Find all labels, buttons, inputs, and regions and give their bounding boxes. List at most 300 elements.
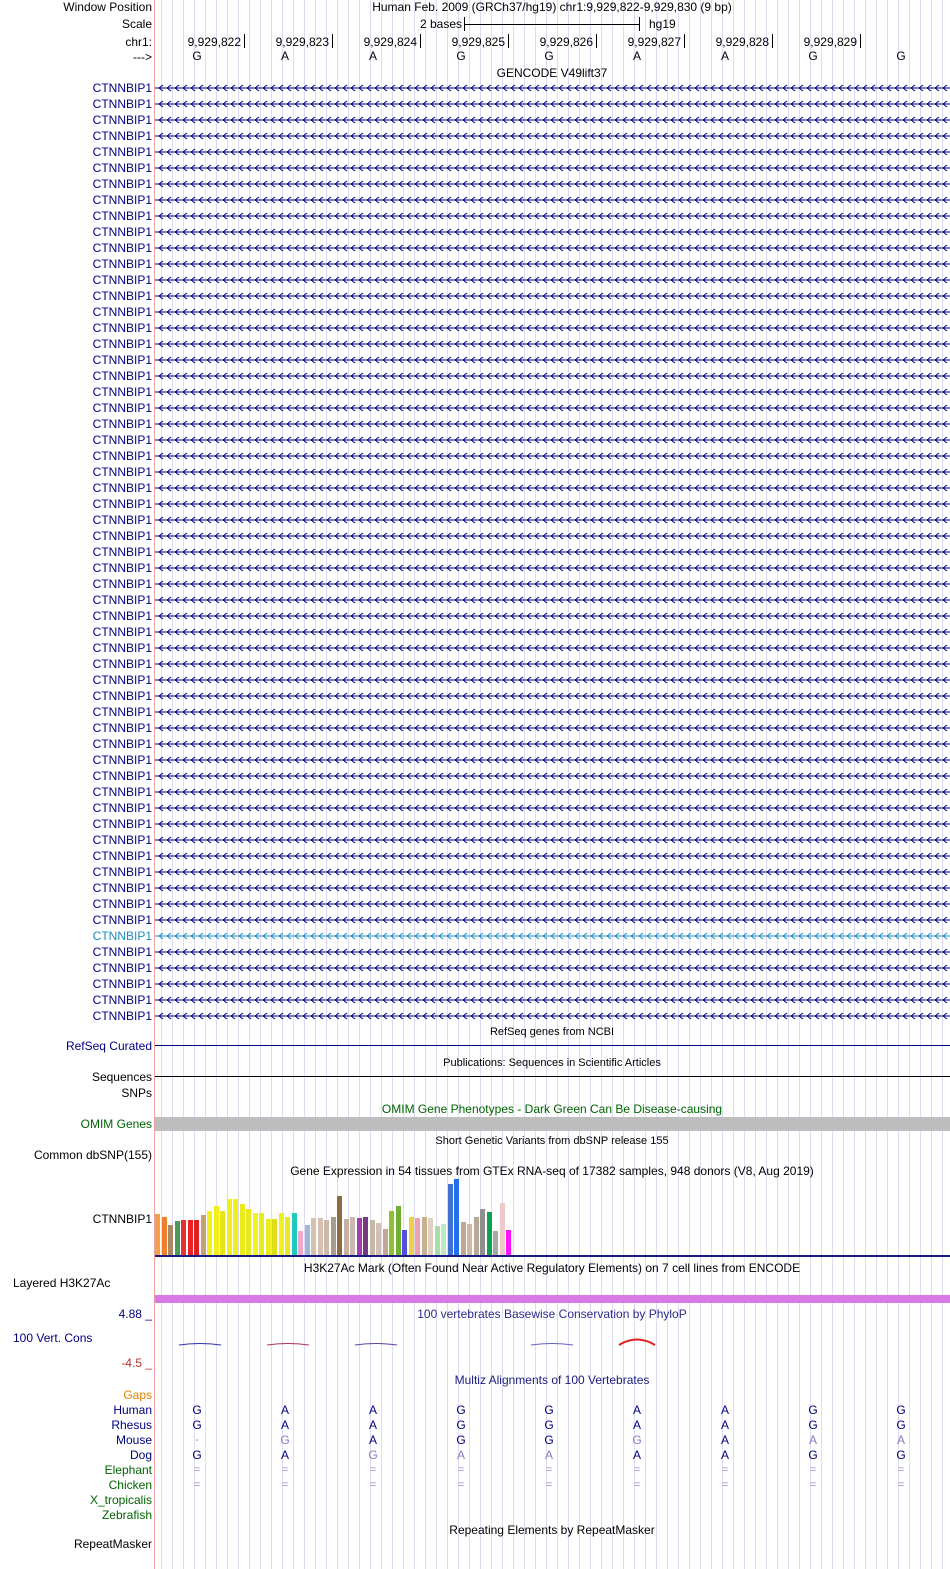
gtex-tissue-bar[interactable] (175, 1221, 180, 1255)
reference-base[interactable]: A (632, 49, 642, 63)
reference-base[interactable]: G (896, 49, 906, 63)
gencode-transcript[interactable] (155, 547, 950, 557)
gencode-transcript-label[interactable]: CTNNBIP1 (92, 817, 152, 831)
omim-gene-bar[interactable] (155, 1117, 950, 1131)
gencode-transcript[interactable] (155, 419, 950, 429)
transcript-strand-arrows (155, 931, 950, 941)
alignment-base[interactable]: G (192, 1403, 202, 1417)
alignment-base[interactable]: G (808, 1418, 818, 1432)
gencode-transcript[interactable] (155, 211, 950, 221)
gencode-transcript[interactable] (155, 867, 950, 877)
transcript-strand-arrows (155, 755, 950, 765)
alignment-base[interactable]: = (721, 1464, 729, 1476)
gtex-tissue-bar[interactable] (402, 1230, 407, 1255)
gencode-transcript-label[interactable]: CTNNBIP1 (92, 353, 152, 367)
transcript-strand-arrows (155, 259, 950, 269)
gtex-tissue-bar[interactable] (415, 1218, 420, 1255)
gencode-transcript[interactable] (155, 179, 950, 189)
gencode-transcript[interactable] (155, 1011, 950, 1021)
gtex-tissue-bar[interactable] (383, 1229, 388, 1255)
alignment-base[interactable]: = (897, 1479, 905, 1491)
gencode-transcript[interactable] (155, 691, 950, 701)
gencode-transcript[interactable] (155, 339, 950, 349)
gencode-transcript-label[interactable]: CTNNBIP1 (92, 113, 152, 127)
gtex-tissue-bar[interactable] (233, 1199, 238, 1255)
alignment-base[interactable]: A (368, 1418, 378, 1432)
gtex-tissue-bar[interactable] (350, 1217, 355, 1255)
transcript-strand-arrows (155, 179, 950, 189)
gtex-tissue-bar[interactable] (422, 1217, 427, 1255)
alignment-base[interactable]: = (809, 1464, 817, 1476)
gencode-transcript-label[interactable]: CTNNBIP1 (92, 657, 152, 671)
gencode-transcript-label[interactable]: CTNNBIP1 (92, 433, 152, 447)
alignment-base[interactable]: = (721, 1479, 729, 1491)
ruler-position: 9,929,823 (275, 35, 329, 49)
gencode-transcript-label[interactable]: CTNNBIP1 (92, 321, 152, 335)
gencode-transcript[interactable] (155, 291, 950, 301)
alignment-base[interactable]: G (808, 1403, 818, 1417)
gencode-transcript-label[interactable]: CTNNBIP1 (92, 97, 152, 111)
gtex-tissue-bar[interactable] (311, 1218, 316, 1255)
assembly-position-title: Human Feb. 2009 (GRCh37/hg19) chr1:9,929,822-9,929,830 (9 bp) (372, 0, 732, 14)
gaps-label[interactable]: Gaps (123, 1388, 152, 1402)
gencode-transcript-label[interactable]: CTNNBIP1 (92, 193, 152, 207)
gencode-transcript[interactable] (155, 531, 950, 541)
transcript-strand-arrows (155, 275, 950, 285)
gtex-tissue-bar[interactable] (285, 1217, 290, 1255)
gencode-transcript-label[interactable]: CTNNBIP1 (92, 481, 152, 495)
alignment-base[interactable]: A (632, 1403, 642, 1417)
alignment-base[interactable]: G (544, 1433, 554, 1447)
gencode-transcript-label[interactable]: CTNNBIP1 (92, 849, 152, 863)
gencode-transcript-label[interactable]: CTNNBIP1 (92, 945, 152, 959)
gencode-transcript-label[interactable]: CTNNBIP1 (92, 801, 152, 815)
refseq-gene-line[interactable] (155, 1045, 950, 1046)
alignment-base[interactable]: - (195, 1434, 199, 1446)
scale-label[interactable]: Scale (121, 17, 152, 31)
alignment-base[interactable]: G (544, 1418, 554, 1432)
reference-base[interactable]: A (720, 49, 730, 63)
alignment-base[interactable]: = (281, 1464, 289, 1476)
gencode-transcript-label[interactable]: CTNNBIP1 (92, 705, 152, 719)
dbsnp-track-label[interactable]: Common dbSNP(155) (33, 1148, 152, 1162)
gencode-transcript-label[interactable]: CTNNBIP1 (92, 225, 152, 239)
species-label-x_tropicalis[interactable]: X_tropicalis (89, 1493, 152, 1507)
alignment-base[interactable]: = (457, 1464, 465, 1476)
gtex-tissue-bar[interactable] (428, 1218, 433, 1255)
gtex-tissue-bar[interactable] (214, 1206, 219, 1255)
gencode-transcript[interactable] (155, 147, 950, 157)
gtex-tissue-bar[interactable] (461, 1222, 466, 1255)
gtex-tissue-bar[interactable] (493, 1231, 498, 1255)
alignment-base[interactable]: = (545, 1464, 553, 1476)
gencode-transcript-label[interactable]: CTNNBIP1 (92, 865, 152, 879)
reference-base[interactable]: G (544, 49, 554, 63)
transcript-strand-arrows (155, 963, 950, 973)
species-label-zebrafish[interactable]: Zebrafish (101, 1508, 152, 1522)
gencode-transcript-label[interactable]: CTNNBIP1 (92, 577, 152, 591)
transcript-strand-arrows (155, 563, 950, 573)
gtex-tissue-bar[interactable] (474, 1217, 479, 1255)
gtex-tissue-bar[interactable] (448, 1184, 453, 1255)
transcript-strand-arrows (155, 579, 950, 589)
gencode-transcript[interactable] (155, 643, 950, 653)
gtex-tissue-bar[interactable] (318, 1218, 323, 1255)
species-label-rhesus[interactable]: Rhesus (111, 1418, 152, 1432)
chrom-label[interactable]: chr1: (125, 35, 152, 49)
alignment-base[interactable]: A (368, 1433, 378, 1447)
gencode-transcript[interactable] (155, 579, 950, 589)
gtex-tissue-bar[interactable] (279, 1213, 284, 1255)
gtex-tissue-bar[interactable] (194, 1220, 199, 1255)
transcript-strand-arrows (155, 851, 950, 861)
gtex-track-label[interactable]: CTNNBIP1 (92, 1212, 152, 1226)
gencode-transcript[interactable] (155, 803, 950, 813)
gencode-transcript[interactable] (155, 915, 950, 925)
omim-track-title: OMIM Gene Phenotypes - Dark Green Can Be Disease-causing (381, 1102, 723, 1116)
alignment-base[interactable]: G (368, 1448, 378, 1462)
gencode-transcript[interactable] (155, 787, 950, 797)
ruler-tick (772, 34, 773, 48)
gencode-transcript[interactable] (155, 275, 950, 285)
gtex-tissue-bar[interactable] (181, 1220, 186, 1255)
gencode-transcript[interactable] (155, 723, 950, 733)
gencode-transcript-label[interactable]: CTNNBIP1 (92, 689, 152, 703)
gencode-transcript[interactable] (155, 243, 950, 253)
gencode-transcript[interactable] (155, 403, 950, 413)
gencode-transcript[interactable] (155, 835, 950, 845)
gtex-tissue-bar[interactable] (396, 1206, 401, 1255)
gtex-tissue-bar[interactable] (409, 1217, 414, 1255)
gencode-transcript-label[interactable]: CTNNBIP1 (92, 465, 152, 479)
transcript-strand-arrows (155, 627, 950, 637)
alignment-base[interactable]: G (456, 1418, 466, 1432)
gencode-transcript-label[interactable]: CTNNBIP1 (92, 529, 152, 543)
gencode-transcript-label[interactable]: CTNNBIP1 (92, 513, 152, 527)
alignment-base[interactable]: = (457, 1479, 465, 1491)
gencode-transcript[interactable] (155, 323, 950, 333)
gencode-transcript[interactable] (155, 259, 950, 269)
species-label-elephant[interactable]: Elephant (104, 1463, 152, 1477)
gencode-transcript-label[interactable]: CTNNBIP1 (92, 289, 152, 303)
gtex-tissue-bar[interactable] (344, 1219, 349, 1255)
phylop-min-label[interactable]: -4.5 _ (121, 1356, 152, 1370)
gtex-tissue-bar[interactable] (162, 1217, 167, 1255)
gtex-tissue-bar[interactable] (298, 1231, 303, 1255)
gtex-tissue-bar[interactable] (506, 1230, 511, 1255)
ruler-position: 9,929,824 (363, 35, 417, 49)
gencode-transcript-label[interactable]: CTNNBIP1 (92, 129, 152, 143)
gencode-transcript[interactable] (155, 163, 950, 173)
alignment-base[interactable]: = (633, 1479, 641, 1491)
gencode-transcript-label[interactable]: CTNNBIP1 (92, 593, 152, 607)
alignment-base[interactable]: G (896, 1418, 906, 1432)
gencode-transcript[interactable] (155, 83, 950, 93)
gencode-transcript[interactable] (155, 131, 950, 141)
gencode-transcript-label[interactable]: CTNNBIP1 (92, 961, 152, 975)
transcript-strand-arrows (155, 979, 950, 989)
gtex-tissue-bar[interactable] (389, 1211, 394, 1255)
transcript-strand-arrows (155, 739, 950, 749)
gencode-transcript[interactable] (155, 899, 950, 909)
gencode-transcript[interactable] (155, 979, 950, 989)
species-label-dog[interactable]: Dog (129, 1448, 152, 1462)
alignment-base[interactable]: A (544, 1448, 554, 1462)
gencode-transcript-label[interactable]: CTNNBIP1 (92, 641, 152, 655)
gencode-transcript-label[interactable]: CTNNBIP1 (92, 993, 152, 1007)
alignment-base[interactable]: = (897, 1464, 905, 1476)
gencode-transcript[interactable] (155, 595, 950, 605)
transcript-strand-arrows (155, 515, 950, 525)
gencode-transcript[interactable] (155, 931, 950, 941)
alignment-base[interactable]: = (281, 1479, 289, 1491)
sequences-track-label[interactable]: Sequences (91, 1070, 152, 1084)
gencode-transcript[interactable] (155, 819, 950, 829)
gencode-transcript[interactable] (155, 115, 950, 125)
reference-base[interactable]: G (456, 49, 466, 63)
gencode-transcript-label[interactable]: CTNNBIP1 (92, 673, 152, 687)
gtex-tissue-bar[interactable] (155, 1214, 160, 1255)
transcript-strand-arrows (155, 339, 950, 349)
gencode-transcript-label[interactable]: CTNNBIP1 (92, 977, 152, 991)
ruler-tick (508, 34, 509, 48)
gencode-transcript-label[interactable]: CTNNBIP1 (92, 145, 152, 159)
gencode-transcript[interactable] (155, 195, 950, 205)
gtex-tissue-bar[interactable] (253, 1213, 258, 1255)
gencode-transcript-label[interactable]: CTNNBIP1 (92, 257, 152, 271)
gencode-transcript-label[interactable]: CTNNBIP1 (92, 929, 152, 943)
gencode-transcript[interactable] (155, 883, 950, 893)
gencode-transcript[interactable] (155, 739, 950, 749)
ruler-position: 9,929,826 (539, 35, 593, 49)
transcript-strand-arrows (155, 883, 950, 893)
gencode-transcript[interactable] (155, 307, 950, 317)
alignment-base[interactable]: G (896, 1448, 906, 1462)
transcript-strand-arrows (155, 99, 950, 109)
window-position-label[interactable]: Window Position (63, 0, 152, 14)
gtex-tissue-bar[interactable] (305, 1225, 310, 1255)
transcript-strand-arrows (155, 323, 950, 333)
alignment-base[interactable]: = (193, 1479, 201, 1491)
gencode-transcript[interactable] (155, 851, 950, 861)
gencode-transcript[interactable] (155, 563, 950, 573)
gencode-transcript[interactable] (155, 707, 950, 717)
gtex-tissue-bar[interactable] (337, 1196, 342, 1255)
gencode-transcript-label[interactable]: CTNNBIP1 (92, 609, 152, 623)
gencode-transcript[interactable] (155, 227, 950, 237)
gencode-transcript-label[interactable]: CTNNBIP1 (92, 721, 152, 735)
snps-track-label[interactable]: SNPs (121, 1086, 152, 1100)
alignment-base[interactable]: G (192, 1418, 202, 1432)
track-data-area[interactable] (155, 0, 950, 1569)
alignment-base[interactable]: = (193, 1464, 201, 1476)
gencode-transcript[interactable] (155, 99, 950, 109)
gencode-transcript[interactable] (155, 771, 950, 781)
transcript-strand-arrows (155, 723, 950, 733)
gencode-transcript-label[interactable]: CTNNBIP1 (92, 305, 152, 319)
gencode-transcript-label[interactable]: CTNNBIP1 (92, 833, 152, 847)
alignment-base[interactable]: A (720, 1403, 730, 1417)
gencode-transcript-label[interactable]: CTNNBIP1 (92, 401, 152, 415)
gencode-transcript-label[interactable]: CTNNBIP1 (92, 385, 152, 399)
transcript-strand-arrows (155, 803, 950, 813)
phylop-max-label[interactable]: 4.88 _ (118, 1307, 152, 1321)
gencode-transcript[interactable] (155, 483, 950, 493)
repeatmasker-track-label[interactable]: RepeatMasker (73, 1537, 152, 1551)
gencode-transcript[interactable] (155, 451, 950, 461)
publications-track-title: Publications: Sequences in Scientific Articles (443, 1057, 661, 1069)
gencode-transcript-label[interactable]: CTNNBIP1 (92, 81, 152, 95)
alignment-base[interactable]: A (368, 1403, 378, 1417)
gtex-tissue-bar[interactable] (467, 1224, 472, 1255)
alignment-base[interactable]: = (809, 1479, 817, 1491)
species-label-mouse[interactable]: Mouse (115, 1433, 152, 1447)
gencode-transcript-label[interactable]: CTNNBIP1 (92, 545, 152, 559)
gtex-tissue-bar[interactable] (454, 1179, 459, 1255)
alignment-base[interactable]: G (192, 1448, 202, 1462)
alignment-base[interactable]: G (896, 1403, 906, 1417)
gencode-transcript[interactable] (155, 755, 950, 765)
alignment-base[interactable]: G (808, 1448, 818, 1462)
gencode-transcript[interactable] (155, 371, 950, 381)
gtex-tissue-bar[interactable] (480, 1209, 485, 1255)
ruler-position: 9,929,827 (627, 35, 681, 49)
alignment-base[interactable]: A (720, 1448, 730, 1462)
gencode-transcript-label[interactable]: CTNNBIP1 (92, 209, 152, 223)
species-label-human[interactable]: Human (113, 1403, 152, 1417)
gtex-tissue-bar[interactable] (487, 1212, 492, 1255)
alignment-base[interactable]: G (456, 1403, 466, 1417)
alignment-base[interactable]: A (720, 1418, 730, 1432)
gencode-transcript-label[interactable]: CTNNBIP1 (92, 881, 152, 895)
phylop-conservation-plot[interactable] (155, 1334, 950, 1354)
gencode-transcript[interactable] (155, 467, 950, 477)
transcript-strand-arrows (155, 467, 950, 477)
gtex-tissue-bar[interactable] (168, 1225, 173, 1255)
h3k27ac-signal[interactable] (155, 1295, 950, 1303)
ruler-tick (332, 34, 333, 48)
alignment-base[interactable]: = (369, 1479, 377, 1491)
gtex-tissue-bar[interactable] (370, 1220, 375, 1255)
gencode-transcript-label[interactable]: CTNNBIP1 (92, 337, 152, 351)
gencode-transcript-label[interactable]: CTNNBIP1 (92, 369, 152, 383)
gencode-transcript-label[interactable]: CTNNBIP1 (92, 769, 152, 783)
gtex-tissue-bar[interactable] (188, 1220, 193, 1255)
gencode-transcript-label[interactable]: CTNNBIP1 (92, 561, 152, 575)
gtex-tissue-bar[interactable] (435, 1226, 440, 1255)
ruler-tick (684, 34, 685, 48)
gencode-transcript-label[interactable]: CTNNBIP1 (92, 785, 152, 799)
transcript-strand-arrows (155, 211, 950, 221)
gtex-tissue-bar[interactable] (266, 1219, 271, 1255)
gtex-tissue-bar[interactable] (292, 1213, 297, 1255)
transcript-strand-arrows (155, 707, 950, 717)
alignment-base[interactable]: G (280, 1433, 290, 1447)
gencode-transcript-label[interactable]: CTNNBIP1 (92, 753, 152, 767)
gtex-tissue-bar[interactable] (259, 1213, 264, 1255)
omim-track-label[interactable]: OMIM Genes (80, 1117, 152, 1131)
gencode-transcript[interactable] (155, 435, 950, 445)
gtex-tissue-bar[interactable] (376, 1223, 381, 1255)
alignment-base[interactable]: = (369, 1464, 377, 1476)
gtex-tissue-bar[interactable] (500, 1203, 505, 1255)
alignment-base[interactable]: A (280, 1418, 290, 1432)
gtex-tissue-bar[interactable] (220, 1211, 225, 1255)
alignment-base[interactable]: G (632, 1433, 642, 1447)
reference-base[interactable]: A (280, 49, 290, 63)
alignment-base[interactable]: A (280, 1448, 290, 1462)
gencode-transcript-label[interactable]: CTNNBIP1 (92, 241, 152, 255)
phylop-track-label[interactable]: 100 Vert. Cons (13, 1331, 93, 1345)
gencode-transcript[interactable] (155, 627, 950, 637)
gencode-transcript-label[interactable]: CTNNBIP1 (92, 897, 152, 911)
gencode-transcript[interactable] (155, 659, 950, 669)
gencode-transcript[interactable] (155, 963, 950, 973)
alignment-base[interactable]: G (544, 1403, 554, 1417)
gtex-tissue-bar[interactable] (357, 1218, 362, 1255)
alignment-base[interactable]: A (808, 1433, 818, 1447)
gtex-tissue-bar[interactable] (246, 1209, 251, 1255)
gtex-tissue-bar[interactable] (240, 1204, 245, 1255)
gtex-tissue-bar[interactable] (207, 1211, 212, 1255)
alignment-base[interactable]: A (720, 1433, 730, 1447)
gencode-transcript-label[interactable]: CTNNBIP1 (92, 497, 152, 511)
gtex-tissue-bar[interactable] (227, 1199, 232, 1255)
gencode-transcript-label[interactable]: CTNNBIP1 (92, 913, 152, 927)
gencode-transcript-label[interactable]: CTNNBIP1 (92, 1009, 152, 1023)
gencode-transcript[interactable] (155, 355, 950, 365)
alignment-base[interactable]: G (456, 1433, 466, 1447)
publications-sequence-line[interactable] (155, 1076, 950, 1077)
species-label-chicken[interactable]: Chicken (108, 1478, 152, 1492)
gtex-tissue-bar[interactable] (441, 1224, 446, 1255)
gencode-transcript[interactable] (155, 515, 950, 525)
h3k27ac-track-label[interactable]: Layered H3K27Ac (13, 1276, 111, 1290)
alignment-base[interactable]: = (633, 1464, 641, 1476)
gencode-transcript-label[interactable]: CTNNBIP1 (92, 737, 152, 751)
reference-base[interactable]: G (192, 49, 202, 63)
alignment-base[interactable]: A (280, 1403, 290, 1417)
transcript-strand-arrows (155, 595, 950, 605)
gencode-transcript-label[interactable]: CTNNBIP1 (92, 417, 152, 431)
gtex-tissue-bar[interactable] (324, 1220, 329, 1255)
gencode-transcript-label[interactable]: CTNNBIP1 (92, 177, 152, 191)
reference-base[interactable]: G (808, 49, 818, 63)
gencode-transcript[interactable] (155, 387, 950, 397)
alignment-base[interactable]: A (896, 1433, 906, 1447)
gtex-tissue-bar[interactable] (331, 1217, 336, 1255)
gtex-tissue-bar[interactable] (201, 1215, 206, 1255)
gencode-transcript[interactable] (155, 947, 950, 957)
alignment-base[interactable]: A (456, 1448, 466, 1462)
gencode-transcript-label[interactable]: CTNNBIP1 (92, 161, 152, 175)
gencode-transcript-label[interactable]: CTNNBIP1 (92, 625, 152, 639)
gtex-tissue-bar[interactable] (363, 1217, 368, 1255)
alignment-base[interactable]: A (632, 1448, 642, 1462)
gtex-tissue-bar[interactable] (272, 1219, 277, 1255)
gencode-transcript[interactable] (155, 499, 950, 509)
gencode-transcript-label[interactable]: CTNNBIP1 (92, 273, 152, 287)
reference-base[interactable]: A (368, 49, 378, 63)
strand-label[interactable]: ---> (133, 50, 152, 64)
gencode-transcript[interactable] (155, 611, 950, 621)
alignment-base[interactable]: A (632, 1418, 642, 1432)
refseq-track-label[interactable]: RefSeq Curated (65, 1039, 152, 1053)
gencode-transcript[interactable] (155, 995, 950, 1005)
alignment-base[interactable]: = (545, 1479, 553, 1491)
gencode-transcript-label[interactable]: CTNNBIP1 (92, 449, 152, 463)
gencode-transcript[interactable] (155, 675, 950, 685)
